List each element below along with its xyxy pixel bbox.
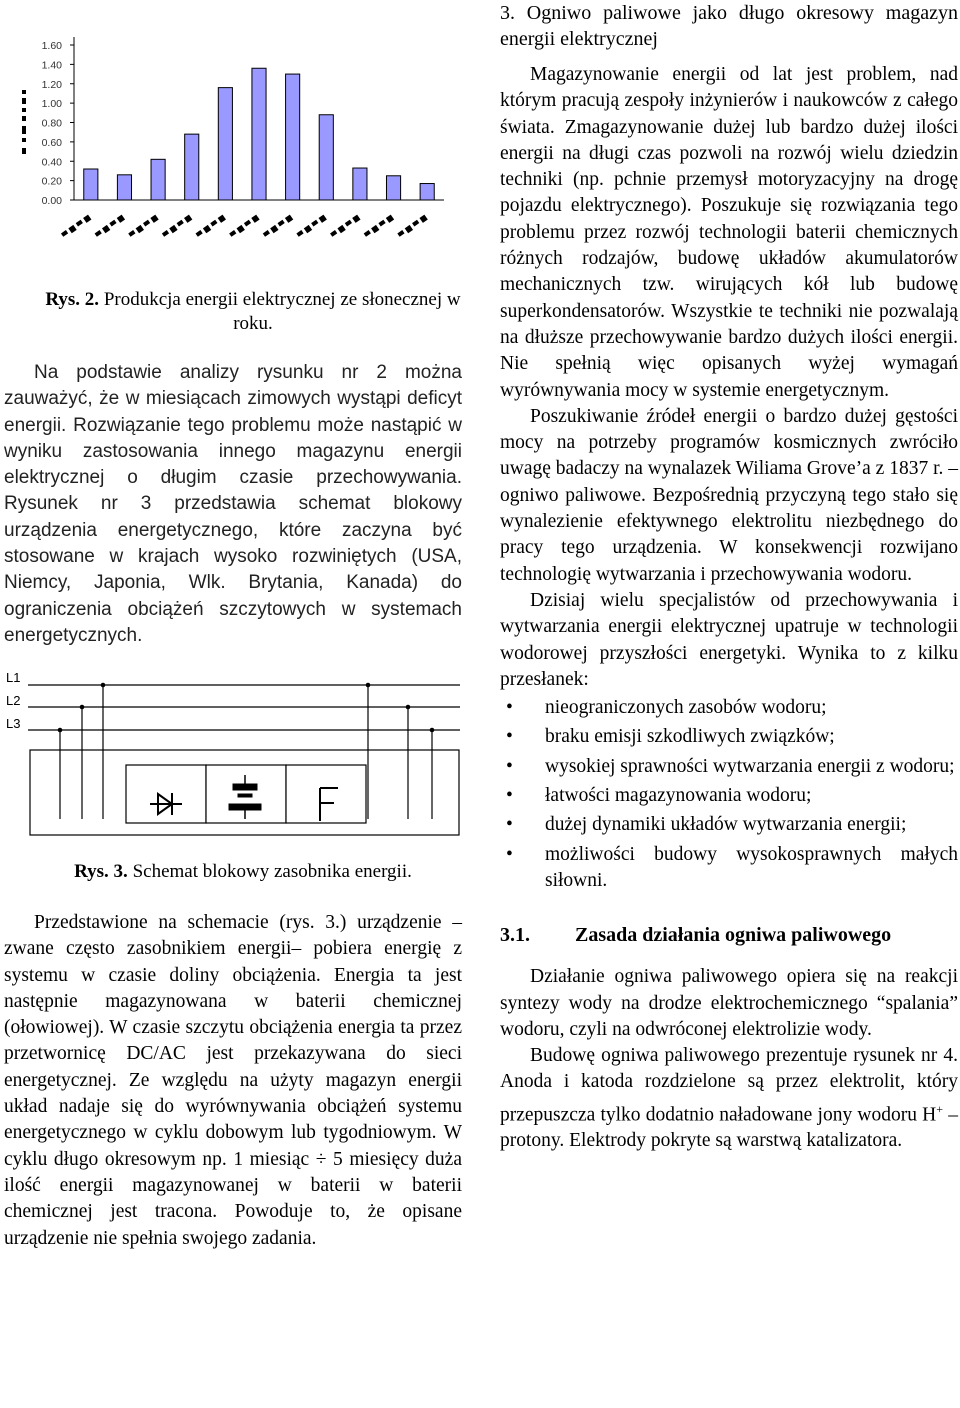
list-item: • nieograniczonych zasobów wodoru; bbox=[500, 695, 958, 721]
caption-label: Rys. 3. bbox=[74, 861, 128, 882]
list-item: • wysokiej sprawności wytwarzania energii z wodoru; bbox=[500, 754, 958, 780]
bullet-icon: • bbox=[506, 814, 513, 836]
x-tick-label-mark bbox=[330, 215, 360, 239]
paragraph-energy-storage: Magazynowanie energii od lat jest problem, nad którym pracują zespoły inżynierów i naukowców z całego świata. Zmagazynowanie dużej lub bardzo dużej ilości energii na długi czas pozwoli na rozwój wielu dziedzin techniki (np. pchnie przemysł motoryzacyjny na drogę pojazdu elektrycznego). Poszukuje się rozwiązania tego problemu przez rozwój technologii baterii chemicznych różnych rodzajów, budowę układów akumulatorów mechanicznych tzw. wirujących kół lub budowę superkondensatorów. Wszystkie te techniki nie pozwalają na dłuższe przechowywanie bardzo dużych ilości energii. Nie spełnią więc opisanych wyżej wymagań wyrównywania mocy w systemie energetycznym. bbox=[500, 64, 958, 401]
inverter-block bbox=[286, 765, 366, 823]
y-tick-label: 0.00 bbox=[41, 195, 62, 207]
block-schematic bbox=[4, 667, 462, 842]
x-tick-label-mark bbox=[196, 215, 226, 239]
line-label-L1: L1 bbox=[6, 670, 21, 685]
x-tick-label-mark bbox=[162, 215, 192, 239]
bullet-icon: • bbox=[506, 697, 513, 719]
list-item: • łatwości magazynowania wodoru; bbox=[500, 783, 958, 809]
x-tick-label-mark bbox=[128, 215, 158, 239]
x-tick-label-mark bbox=[364, 215, 394, 239]
bar bbox=[151, 159, 165, 200]
paragraph-device-description: Przedstawione na schemacie (rys. 3.) urządzenie – zwane często zasobnikiem energii– pobiera energię z systemu w czasie doliny obciążenia. Energia ta jest następnie magazynowana w baterii chemicznej (ołowiowej). W czasie szczytu obciążenia energia ta przez przetwornicę DC/AC jest przekazywana do sieci energetycznej. Ze względu na użyty magazyn energii układ nadaje się do wyrównywania obciążeń systemu energetycznego w cyklu dobowym lub tygodniowym. W cyklu długo okresowym np. 1 miesiąc ÷ 5 miesięcy duża ilość energii magazynowanej w baterii w baterii chemicznej jest tracona. Powoduje to, że opisane urządzenie nie spełnia swojego zadania. bbox=[4, 912, 462, 1249]
caption-text: Schemat blokowy zasobnika energii. bbox=[127, 861, 412, 882]
x-tick-label-mark bbox=[296, 215, 326, 239]
paragraph-fuel-cell-structure: Budowę ogniwa paliwowego prezentuje rysunek nr 4. Anoda i katoda rozdzielone są przez elektrolit, który przepuszcza tylko dodatnio naładowane jony wodoru H+ – protony. Elektrody pokryte są warstwą katalizatora. bbox=[500, 1045, 958, 1152]
paragraph-fuel-cell-history: Poszukiwanie źródeł energii o bardzo dużej gęstości mocy na potrzeby programów kosmicznych zwróciło uwagę badaczy na wynalazek Wiliama Grove’a z 1837 r. – ogniwo paliwowe. Bezpośrednią przyczyną tego stało się wynalezienie efektywnego elektrolitu niezbędnego do pracy tego urządzenia. W konsekwencji rozwijano technologię wytwarzania i przechowywania wodoru. bbox=[500, 405, 958, 585]
section-number: 3.1. bbox=[500, 924, 530, 947]
bullet-icon: • bbox=[506, 843, 513, 865]
superscript-plus: + bbox=[936, 1101, 944, 1116]
bar bbox=[84, 169, 98, 200]
x-tick-label-mark bbox=[397, 215, 427, 239]
y-tick-label: 1.40 bbox=[41, 59, 62, 72]
y-tick-label: 0.60 bbox=[41, 136, 62, 149]
premises-list bbox=[500, 695, 958, 894]
bar bbox=[319, 115, 333, 200]
right-body bbox=[500, 62, 958, 1155]
y-tick-label: 1.60 bbox=[41, 40, 62, 52]
paragraph-hydrogen-technology: Dzisiaj wielu specjalistów od przechowywania i wytwarzania energii elektrycznej upatruje w technologii wodorowej przyszłości energetyki. Wynika to z kilku przesłanek: bbox=[500, 589, 958, 690]
list-item: • możliwości budowy wysokosprawnych małych siłowni. bbox=[506, 843, 958, 891]
x-tick-label-mark bbox=[229, 215, 259, 239]
y-tick-label: 0.40 bbox=[41, 156, 62, 169]
y-axis-label-mark bbox=[22, 90, 26, 154]
caption-text: Produkcja energii elektrycznej ze słonecznej w roku. bbox=[99, 289, 461, 334]
paragraph-chart-analysis: Na podstawie analizy rysunku nr 2 można zauważyć, że w miesiącach zimowych wystąpi deficyt energii. Rozwiązanie tego problemu może nastąpić w wyniku zastosowania innego magazynu energii elektrycznej o długim czasie przechowywania. Rysunek nr 3 przedstawia schemat blokowy urządzenia energetycznego, które zaczyna być stosowane w krajach wysoko rozwiniętych (USA, Niemcy, Japonia, Wlk. Brytania, Kanada) do ograniczenia obciążeń szczytowych w systemach energetycznych. bbox=[4, 362, 462, 646]
y-tick-label: 0.80 bbox=[41, 117, 62, 130]
y-tick-label: 1.00 bbox=[41, 98, 62, 111]
section-3-heading: 3. Ogniwo paliwowe jako długo okresowy magazyn energii elektrycznej bbox=[500, 2, 958, 50]
bar bbox=[185, 134, 199, 200]
line-label-L2: L2 bbox=[6, 693, 21, 708]
list-item: • braku emisji szkodliwych związków; bbox=[500, 724, 958, 750]
section-3-1-heading bbox=[500, 922, 958, 948]
bar bbox=[218, 88, 232, 200]
rectifier-block bbox=[126, 765, 206, 823]
list-item: • dużej dynamiki układów wytwarzania energii; bbox=[500, 812, 958, 838]
figure-2-caption bbox=[44, 288, 462, 336]
bar bbox=[117, 175, 131, 200]
x-tick-label-mark bbox=[263, 215, 293, 239]
bar bbox=[420, 184, 434, 200]
bar bbox=[252, 68, 266, 200]
figure-3-caption bbox=[24, 860, 462, 884]
bar bbox=[353, 168, 367, 200]
bullet-icon: • bbox=[506, 785, 513, 807]
line-label-L3: L3 bbox=[6, 716, 21, 731]
bar bbox=[286, 74, 300, 200]
section-title: Zasada działania ogniwa paliwowego bbox=[575, 924, 892, 947]
caption-label: Rys. 2. bbox=[45, 289, 100, 310]
bullet-icon: • bbox=[506, 755, 513, 777]
x-tick-label-mark bbox=[95, 215, 125, 239]
y-tick-label: 1.20 bbox=[41, 78, 62, 91]
y-tick-label: 0.20 bbox=[41, 175, 62, 188]
paragraph-fuel-cell-principle: Działanie ogniwa paliwowego opiera się na reakcji syntezy wody na drodze elektrochemicznego “spalania” wodoru, czyli na odwróconej elektrolizie wody. bbox=[500, 966, 958, 1040]
bar bbox=[386, 176, 400, 200]
bar-chart bbox=[4, 28, 462, 298]
bullet-icon: • bbox=[506, 726, 513, 748]
x-tick-label-mark bbox=[61, 215, 91, 239]
